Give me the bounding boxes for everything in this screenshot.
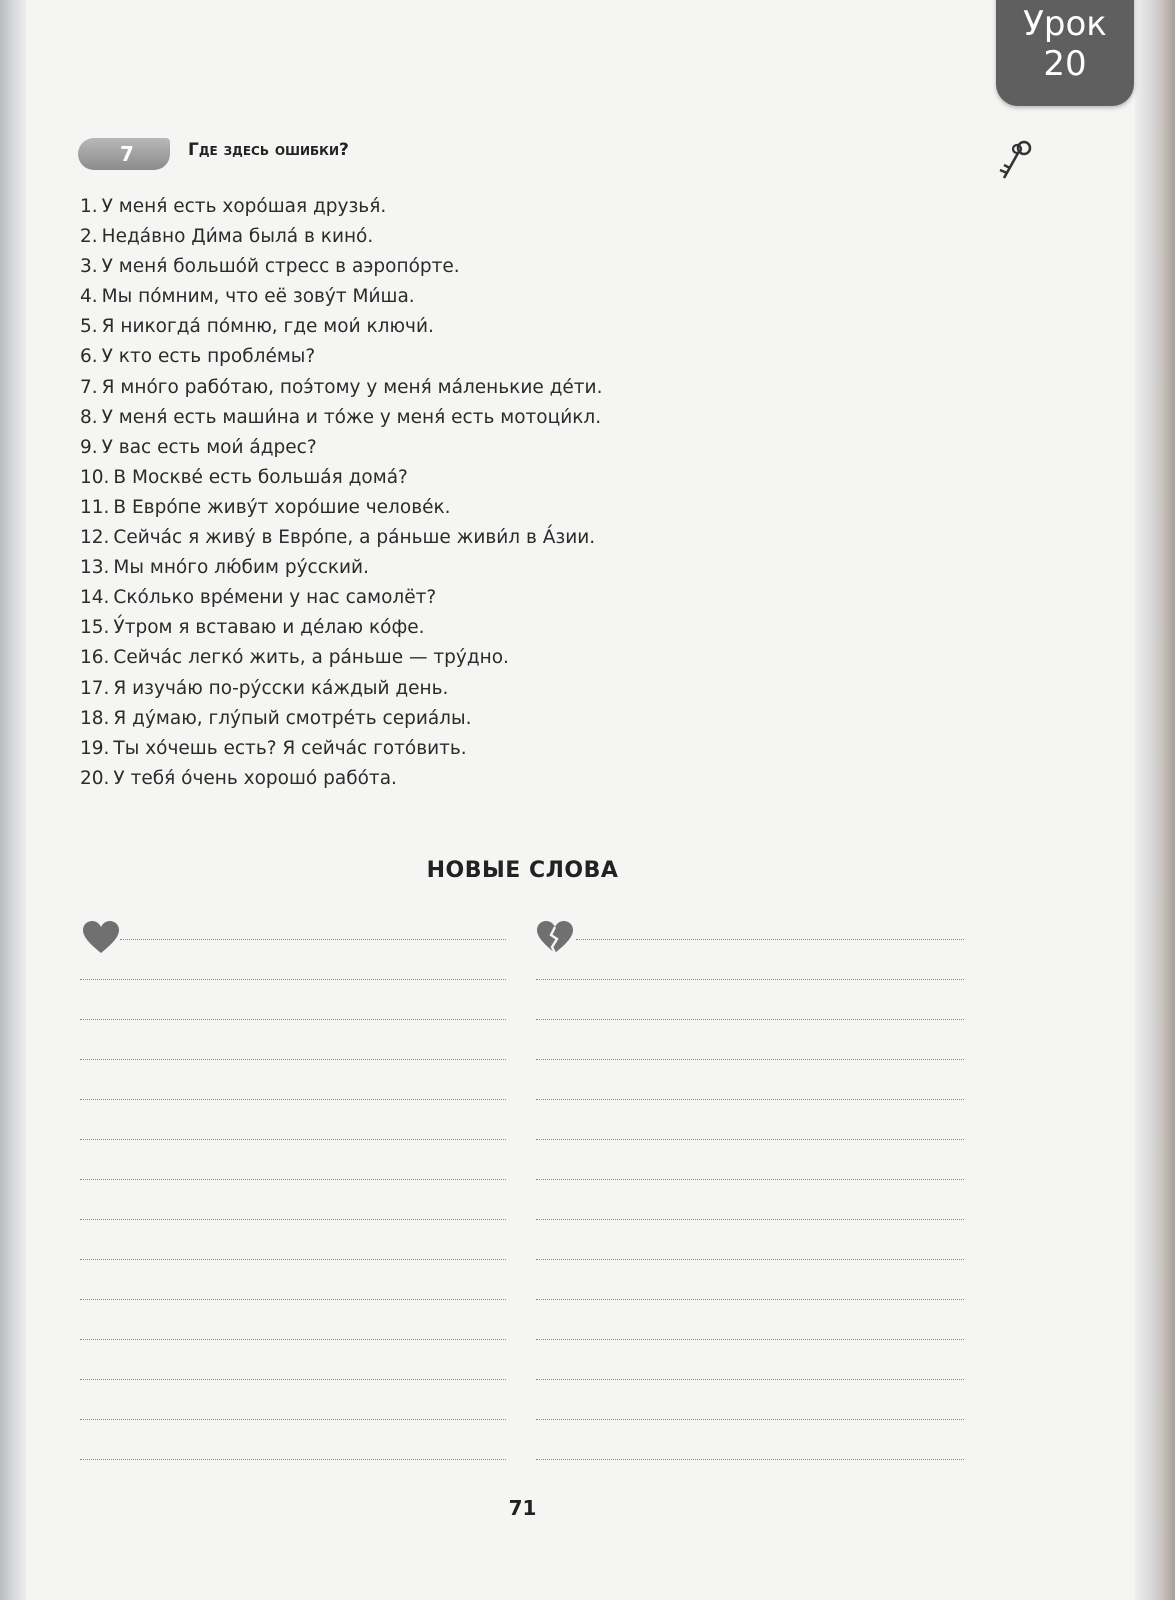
sentence-text: Сейча́с я живу́ в Евро́пе, а ра́ньше живи́л в А́зии. — [113, 527, 596, 549]
writing-line[interactable] — [80, 1139, 506, 1140]
writing-line[interactable] — [536, 1059, 964, 1060]
sentence-number: 4. — [80, 286, 98, 308]
exercise-sentence — [80, 764, 602, 794]
writing-line[interactable] — [80, 1019, 506, 1020]
broken-heart-icon — [536, 920, 574, 954]
sentence-text: У меня́ есть маши́на и то́же у меня́ есть мотоци́кл. — [101, 406, 602, 428]
sentence-text: Я изуча́ю по-ру́сски ка́ждый день. — [113, 677, 449, 699]
lesson-word: Урок — [1023, 4, 1107, 44]
sentence-number: 1. — [80, 196, 98, 217]
writing-line[interactable] — [536, 1299, 964, 1300]
exercise-sentence — [80, 342, 602, 372]
exercise-sentence — [80, 523, 602, 553]
writing-line[interactable] — [536, 1019, 964, 1020]
sentence-text: Я никогда́ по́мню, где мои́ ключи́. — [101, 316, 434, 338]
writing-line[interactable] — [576, 939, 964, 940]
sentence-number: 6. — [80, 346, 98, 368]
sentence-number: 15. — [80, 617, 110, 639]
writing-line[interactable] — [80, 1459, 506, 1460]
heart-icon — [82, 920, 120, 954]
sentence-number: 12. — [80, 527, 110, 549]
exercise-sentence-list — [80, 192, 602, 794]
sentence-number: 19. — [80, 737, 110, 759]
writing-line[interactable] — [80, 1179, 506, 1180]
sentence-text: У кто есть пробле́мы? — [101, 346, 316, 368]
sentence-text: Неда́вно Ди́ма была́ в кино́. — [101, 226, 374, 248]
sentence-text: Сейча́с легко́ жить, а ра́ньше — тру́дно. — [113, 647, 509, 669]
sentence-number: 18. — [80, 707, 110, 729]
book-spine-shadow — [0, 0, 26, 1600]
writing-line[interactable] — [120, 939, 506, 940]
sentence-number: 3. — [80, 256, 98, 278]
new-words-title: НОВЫЕ СЛОВА — [426, 858, 619, 883]
sentence-number: 2. — [80, 226, 98, 248]
exercise-sentence — [80, 583, 602, 613]
page-number: 71 — [508, 1496, 537, 1520]
writing-line[interactable] — [80, 979, 506, 980]
sentence-text: В Евро́пе живу́т хоро́шие челове́к. — [113, 496, 451, 518]
writing-line[interactable] — [80, 1419, 506, 1420]
sentence-number: 13. — [80, 557, 110, 579]
sentence-text: Ско́лько вре́мени у нас самолёт? — [113, 587, 437, 609]
exercise-title: Где здесь ошибки? — [188, 140, 349, 160]
writing-line[interactable] — [536, 979, 964, 980]
sentence-text: Я ду́маю, глу́пый смотре́ть сериа́лы. — [113, 707, 472, 729]
sentence-text: У́тром я вставаю и де́лаю ко́фе. — [113, 617, 425, 639]
sentence-text: У меня́ есть хоро́шая друзья́. — [101, 196, 387, 217]
writing-line[interactable] — [536, 1179, 964, 1180]
exercise-sentence — [80, 704, 602, 734]
sentence-text: У вас есть мои́ а́дрес? — [101, 436, 317, 458]
exercise-sentence — [80, 734, 602, 764]
sentence-text: У тебя́ о́чень хорошо́ рабо́та. — [113, 767, 397, 789]
exercise-sentence — [80, 463, 602, 493]
sentence-text: В Москве́ есть больша́я дома́? — [113, 466, 408, 488]
writing-line[interactable] — [80, 1379, 506, 1380]
sentence-number: 7. — [80, 376, 98, 398]
writing-line[interactable] — [80, 1219, 506, 1220]
writing-line[interactable] — [536, 1379, 964, 1380]
sentence-number: 8. — [80, 406, 98, 428]
writing-line[interactable] — [536, 1459, 964, 1460]
sentence-number: 16. — [80, 647, 110, 669]
sentence-text: Ты хо́чешь есть? Я сейча́с гото́вить. — [113, 737, 467, 759]
sentence-number: 10. — [80, 466, 110, 488]
sentence-number: 11. — [80, 496, 110, 518]
exercise-number-badge — [78, 138, 170, 170]
exercise-sentence — [80, 252, 602, 282]
exercise-sentence — [80, 643, 602, 673]
lesson-number: 20 — [1043, 44, 1087, 84]
exercise-sentence — [80, 282, 602, 312]
sentence-text: У меня́ большо́й стресс в аэропо́рте. — [101, 256, 460, 278]
exercise-sentence — [80, 312, 602, 342]
exercise-sentence — [80, 433, 602, 463]
sentence-number: 14. — [80, 587, 110, 609]
sentence-text: Мы мно́го лю́бим ру́сский. — [113, 557, 369, 579]
writing-line[interactable] — [80, 1259, 506, 1260]
sentence-text: Мы по́мним, что её зову́т Ми́ша. — [101, 286, 415, 308]
lesson-tab — [996, 0, 1134, 106]
writing-line[interactable] — [536, 1099, 964, 1100]
writing-line[interactable] — [80, 1339, 506, 1340]
writing-line[interactable] — [80, 1059, 506, 1060]
exercise-sentence — [80, 403, 602, 433]
exercise-number: 7 — [120, 142, 134, 166]
exercise-sentence — [80, 613, 602, 643]
sentence-number: 5. — [80, 316, 98, 338]
sentence-number: 9. — [80, 436, 98, 458]
exercise-sentence — [80, 192, 602, 222]
sentence-number: 20. — [80, 767, 110, 789]
exercise-sentence — [80, 553, 602, 583]
sentence-text: Я мно́го рабо́таю, поэ́тому у меня́ ма́ленькие де́ти. — [101, 376, 603, 398]
exercise-sentence — [80, 493, 602, 523]
writing-line[interactable] — [80, 1099, 506, 1100]
writing-line[interactable] — [536, 1219, 964, 1220]
exercise-sentence — [80, 674, 602, 704]
exercise-sentence — [80, 222, 602, 252]
key-icon — [996, 138, 1036, 184]
page-edge-shadow — [1135, 0, 1175, 1600]
exercise-sentence — [80, 373, 602, 403]
writing-line[interactable] — [80, 1299, 506, 1300]
writing-line[interactable] — [536, 1419, 964, 1420]
writing-line[interactable] — [536, 1339, 964, 1340]
writing-line[interactable] — [536, 1259, 964, 1260]
writing-line[interactable] — [536, 1139, 964, 1140]
sentence-number: 17. — [80, 677, 110, 699]
